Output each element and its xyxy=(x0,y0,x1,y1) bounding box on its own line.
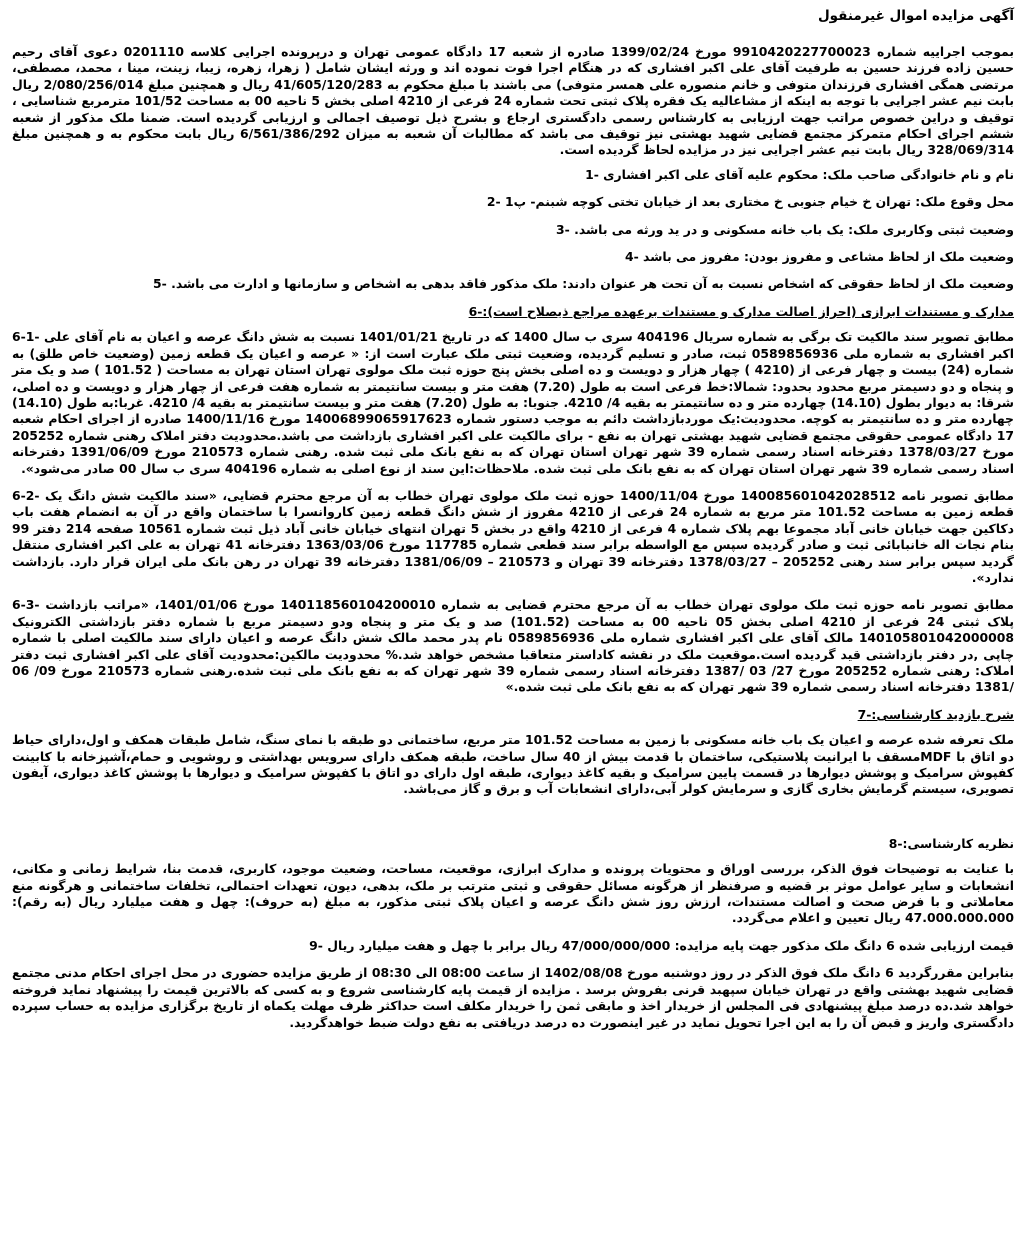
section-8-paragraph: با عنایت به توضیحات فوق الذکر، بررسی اوراق و محتویات پرونده و مدارک ابرازی، موقعیت، مساحت، وضعیت موجود، کاربری، قدمت بنا، شرایط زمانی و مکانی، انشعابات و سایر عوامل موثر بر قضیه و صرفنظر از هرگونه مسائل حقوقی و ثبتی مترتب بر ملک، بدهی، دیون، تعهدات احتمالی، تخلفات ساختمانی و هرگونه منع معاملاتی و با فرض صحت و اصالت مستندات، ارزش روز شش دانگ عرصه و اعیان پلاک ثبتی مذکور، به مبلغ (به حروف): چهل و هفت میلیارد ریال (به رقم): 47.000.000.000 ریال تعیین و اعلام می‌گردد. xyxy=(12,861,1014,926)
item-property-location: محل وقوع ملک: تهران خ خیام جنوبی خ مختاری بعد از خیابان تختی کوچه شبنم- پ1 -2 xyxy=(486,194,1014,210)
section-6-3-paragraph: مطابق تصویر نامه حوزه ثبت ملک مولوی تهران خطاب به آن مرجع محترم قضایی به شماره 140118560104200010 مورخ 1401/01/06، «مراتب بازداشت -3-6 پلاک ثبتی 24 فرعی از 4210 اصلی بخش 05 ناحیه 00 به مساحت (101.52) صد و یک متر و پنجاه ودو دسیمتر مربع با شماره دفتر بازداشتی الکترونیک 140105801042000008 مالک آقای علی اکبر افشاری شماره ملی 0589856936 نام پدر محمد مالک شش دانگ عرصه و اعیان دارای سند مالکیت اصلی با شماره چاپی ,در دفتر بازداشتی قید گردیده است.موقعیت ملک در نقشه کاداستر متعاقبا مشخص خواهد شد.% محدودیت مالکین:محدودیت آقای علی اکبر افشاری ثبت دفتر املاک: رهنی شماره 205252 مورخ 27/ 03 /1387 دفترخانه اسناد رسمی شماره 39 شهر تهران که به نفع بانک ملی ثبت شده.رهنی شماره 210573 مورخ 09/ 06 /1381 دفترخانه اسناد رسمی شماره 39 شهر تهران که به نفع بانک ملی ثبت شده.» xyxy=(12,597,1015,695)
section-6-heading: مدارک و مستندات ابرازی (احراز اصالت مدارک و مستندات برعهده مراجع ذیصلاح است):-6 xyxy=(468,303,1014,319)
item-owner-name: نام و نام خانوادگی صاحب ملک: محکوم علیه آقای علی اکبر افشاری -1 xyxy=(585,166,1014,182)
section-7-paragraph: ملک تعرفه شده عرصه و اعیان یک باب خانه مسکونی با زمین به مساحت 101.52 متر مربع، ساختمانی دو طبقه با نمای سنگ، شامل طبقات همکف و اول،دارای حیاط دو اتاق با MDFمسقف با ایرانیت پلاستیکی، ساختمان با قدمت بیش از 40 سال ساخت، طبقه همکف دارای سرویس بهداشتی و روشویی و حمام،آشپزخانه با کابینت کفپوش سرامیک و پوشش دیوارها در قسمت پایین سرامیک و بقیه کاغذ دیواری، طبقه اول دارای دو اتاق با کفپوش سرامیک و دیوارها با پوشش کاغذ دیواری، آیفون تصویری، سیستم گرمایش بخاری گازی و سرمایش کولر آبی،دارای انشعابات آب و برق و گاز می‌باشد. xyxy=(12,732,1015,797)
intro-paragraph: بموجب اجراییه شماره 9910420227700023 مورخ 1399/02/24 صادره از شعبه 17 دادگاه عمومی تهران و درپرونده اجرایی کلاسه 0201110 دعوی آقای رحیم حسین زاده فرزند حسین به طرفیت آقای علی اکبر افشاری که در هنگام اجرا فوت نموده اند و ورثه ایشان شامل ( زهرا، زهره، زیبا، زینت، مینا ، محمد، مصطفی، مرتضی همگی افشاری فرزندان متوفی و خانم منصوره علی همسر متوفی) می باشند با مبلغ محکوم به 41/605/120/283 ریال و همچنین مبلغ 2/080/256/014 ریال بابت نیم عشر اجرایی با توجه به اینکه از مشاعالیه یک فقره پلاک ثبتی تحت شماره 24 فرعی از 4210 اصلی بخش 5 ناحیه 00 به مساحت 101/52 مترمربع شناسایی ، توقیف و دراین خصوص مراتب جهت ارزیابی به کارشناس رسمی دادگستری ارجاع و بشرح ذیل توصیف اجمالی و ارزیابی گردیده است. ضمنا ملک مذکور از شعبه ششم اجرای احکام متمرکز مجتمع قضایی شهید بهشتی نیز توقیف می باشد که مطالبات آن شعبه به میزان 6/561/386/292 ریال بابت محکوم به و همچنین مبلغ 328/069/314 ریال بابت نیم عشر اجرایی نیز در مزایده لحاظ گردیده است. xyxy=(12,44,1014,158)
section-6-1-paragraph: مطابق تصویر سند مالکیت تک برگی به شماره سریال 404196 سری ب سال 1400 که در تاریخ 1401/01/21 نسبت به شش دانگ عرصه و اعیان به نام آقای علی -1-6 اکبر افشاری به شماره ملی 0589856936 ثبت، صادر و تسلیم گردیده، وضعیت ثبتی ملک عبارت است از: « عرصه و اعیان یک قطعه زمین (وضعیت خاص طلق) به شماره (24) بیست و چهار فرعی از (4210 ) چهار هزار و دویست و ده اصلی بخش پنج حوزه ثبت ملک مولوی تهران استان تهران به مساحت ( 101.52 ) صد و یک متر و پنجاه و دو دسیمتر مربع محدود بحدود: شمالا:خط فرعی است به طول (7.20) هفت متر و بیست سانتیمتر به شماره هفت فرعی از چهار هزار و دویست و ده اصلی، شرقا: به دیوار بطول (14.10) چهارده متر و ده سانتیمتر به بقیه 4/ 4210. جنوبا: به طول (7.20) هفت متر و بیست سانتیمتر به بقیه 4/ 4210. غربا:به طول (14.10) چهارده متر و ده سانتیمتر به کوچه. محدودیت:یک موردبازداشت دائم به موجب دستور شماره 14006899065917623 مورخ 1400/11/16 صادره از اجرای احکام شعبه 17 دادگاه عمومی حقوقی مجتمع قضایی شهید بهشتی تهران به نفع - برای مالکیت علی اکبر افشاری بازداشت می باشد.محدودیت دفتر املاک رهنی شماره 205252 مورخ 1378/03/27 دفترخانه اسناد رسمی شماره 39 شهر تهران استان تهران که به نفع بانک ملی ثبت شده. رهنی شماره 210573 مورخ 1391/06/09 دفترخانه اسناد رسمی شماره 39 شهر تهران استان تهران که به نفع بانک ملی ثبت شده. ملاحظات:این سند از نوع اصلی به شماره 404196 سری ب سال 00 صادر می‌شود». xyxy=(12,329,1015,476)
section-8-heading: نظریه کارشناسی:-8 xyxy=(888,835,1014,851)
section-9-paragraph: قیمت ارزیابی شده 6 دانگ ملک مذکور جهت پایه مزایده: 47/000/000/000 ریال برابر با چهل و هفت میلیارد ریال -9 xyxy=(309,937,1014,953)
item-legal-status: وضعیت ملک از لحاظ حقوقی که اشخاص نسبت به آن تحت هر عنوان دادند: ملک مذکور فاقد بدهی به اشخاص و سازمانها و ادارت می باشد. -5 xyxy=(153,276,1014,292)
section-7-heading: شرح بازدید کارشناسی:-7 xyxy=(857,706,1014,722)
section-6-2-paragraph: مطابق تصویر نامه 140085601042028512 مورخ 1400/11/04 حوزه ثبت ملک مولوی تهران خطاب به آن مرجع محترم قضایی، «سند مالکیت شش دانگ یک -2-6 قطعه زمین به مساحت 101.52 متر مربع به شماره 24 فرعی از 4210 مفروز از شش دانگ قطعه زمین کاروانسرا با ساختمان واقع در آن به انضمام هفت باب دکاکین جهت خیابان خانی آباد مجموعا بهم پلاک شماره 4 فرعی از 4210 واقع در بخش 5 تهران انتهای خیابان خانی آباد ذیل ثبت شماره 10561 صفحه 214 دفتر 99 بنام نجات اله خانبابائی ثبت و صادر گردیده سپس مع الواسطه برابر سند قطعی شماره 117785 مورخ 1363/03/06 دفترخانه 41 تهران به علی اکبر افشاری منتقل گردید سپس برابر سند رهنی 205252 – 1378/03/27 دفترخانه 39 تهران و 210573 – 1381/06/09 دفترخانه 39 تهران در رهن بانک ملی ایران قرار دارد. بازداشت ندارد». xyxy=(12,487,1015,585)
final-paragraph: بنابراین مقررگردید 6 دانگ ملک فوق الذکر در روز دوشنبه مورخ 1402/08/08 از ساعت 08:00 الی 08:30 از طریق مزایده حضوری در محل اجرای احکام مدنی مجتمع قضایی شهید بهشتی واقع در تهران خیابان سپهبد قرنی بفروش برسد . مزایده از قیمت پایه کارشناسی شروع و به کسی که بالاترین قیمت را پیشنهاد نماید فروخته خواهد شد.ده درصد مبلغ پیشنهادی فی المجلس از خریدار اخذ و مابقی ثمن را خریدار مکلف است حداکثر ظرف مهلت یکماه از تاریخ برگزاری مزایده به حساب سپرده دادگستری واریز و قبض آن را به این اجرا تحویل نماید در غیر اینصورت ده درصد دریافتی به نفع دولت ضبط خواهدگردید. xyxy=(12,965,1014,1030)
item-registration-status: وضعیت ثبتی وکاربری ملک: یک باب خانه مسکونی و در ید ورثه می باشد. -3 xyxy=(556,221,1014,237)
document-title: آگهی مزایده اموال غیرمنقول xyxy=(817,8,1014,24)
item-partition-status: وضعیت ملک از لحاظ مشاعی و مفروز بودن: مفروز می باشد -4 xyxy=(624,249,1014,265)
